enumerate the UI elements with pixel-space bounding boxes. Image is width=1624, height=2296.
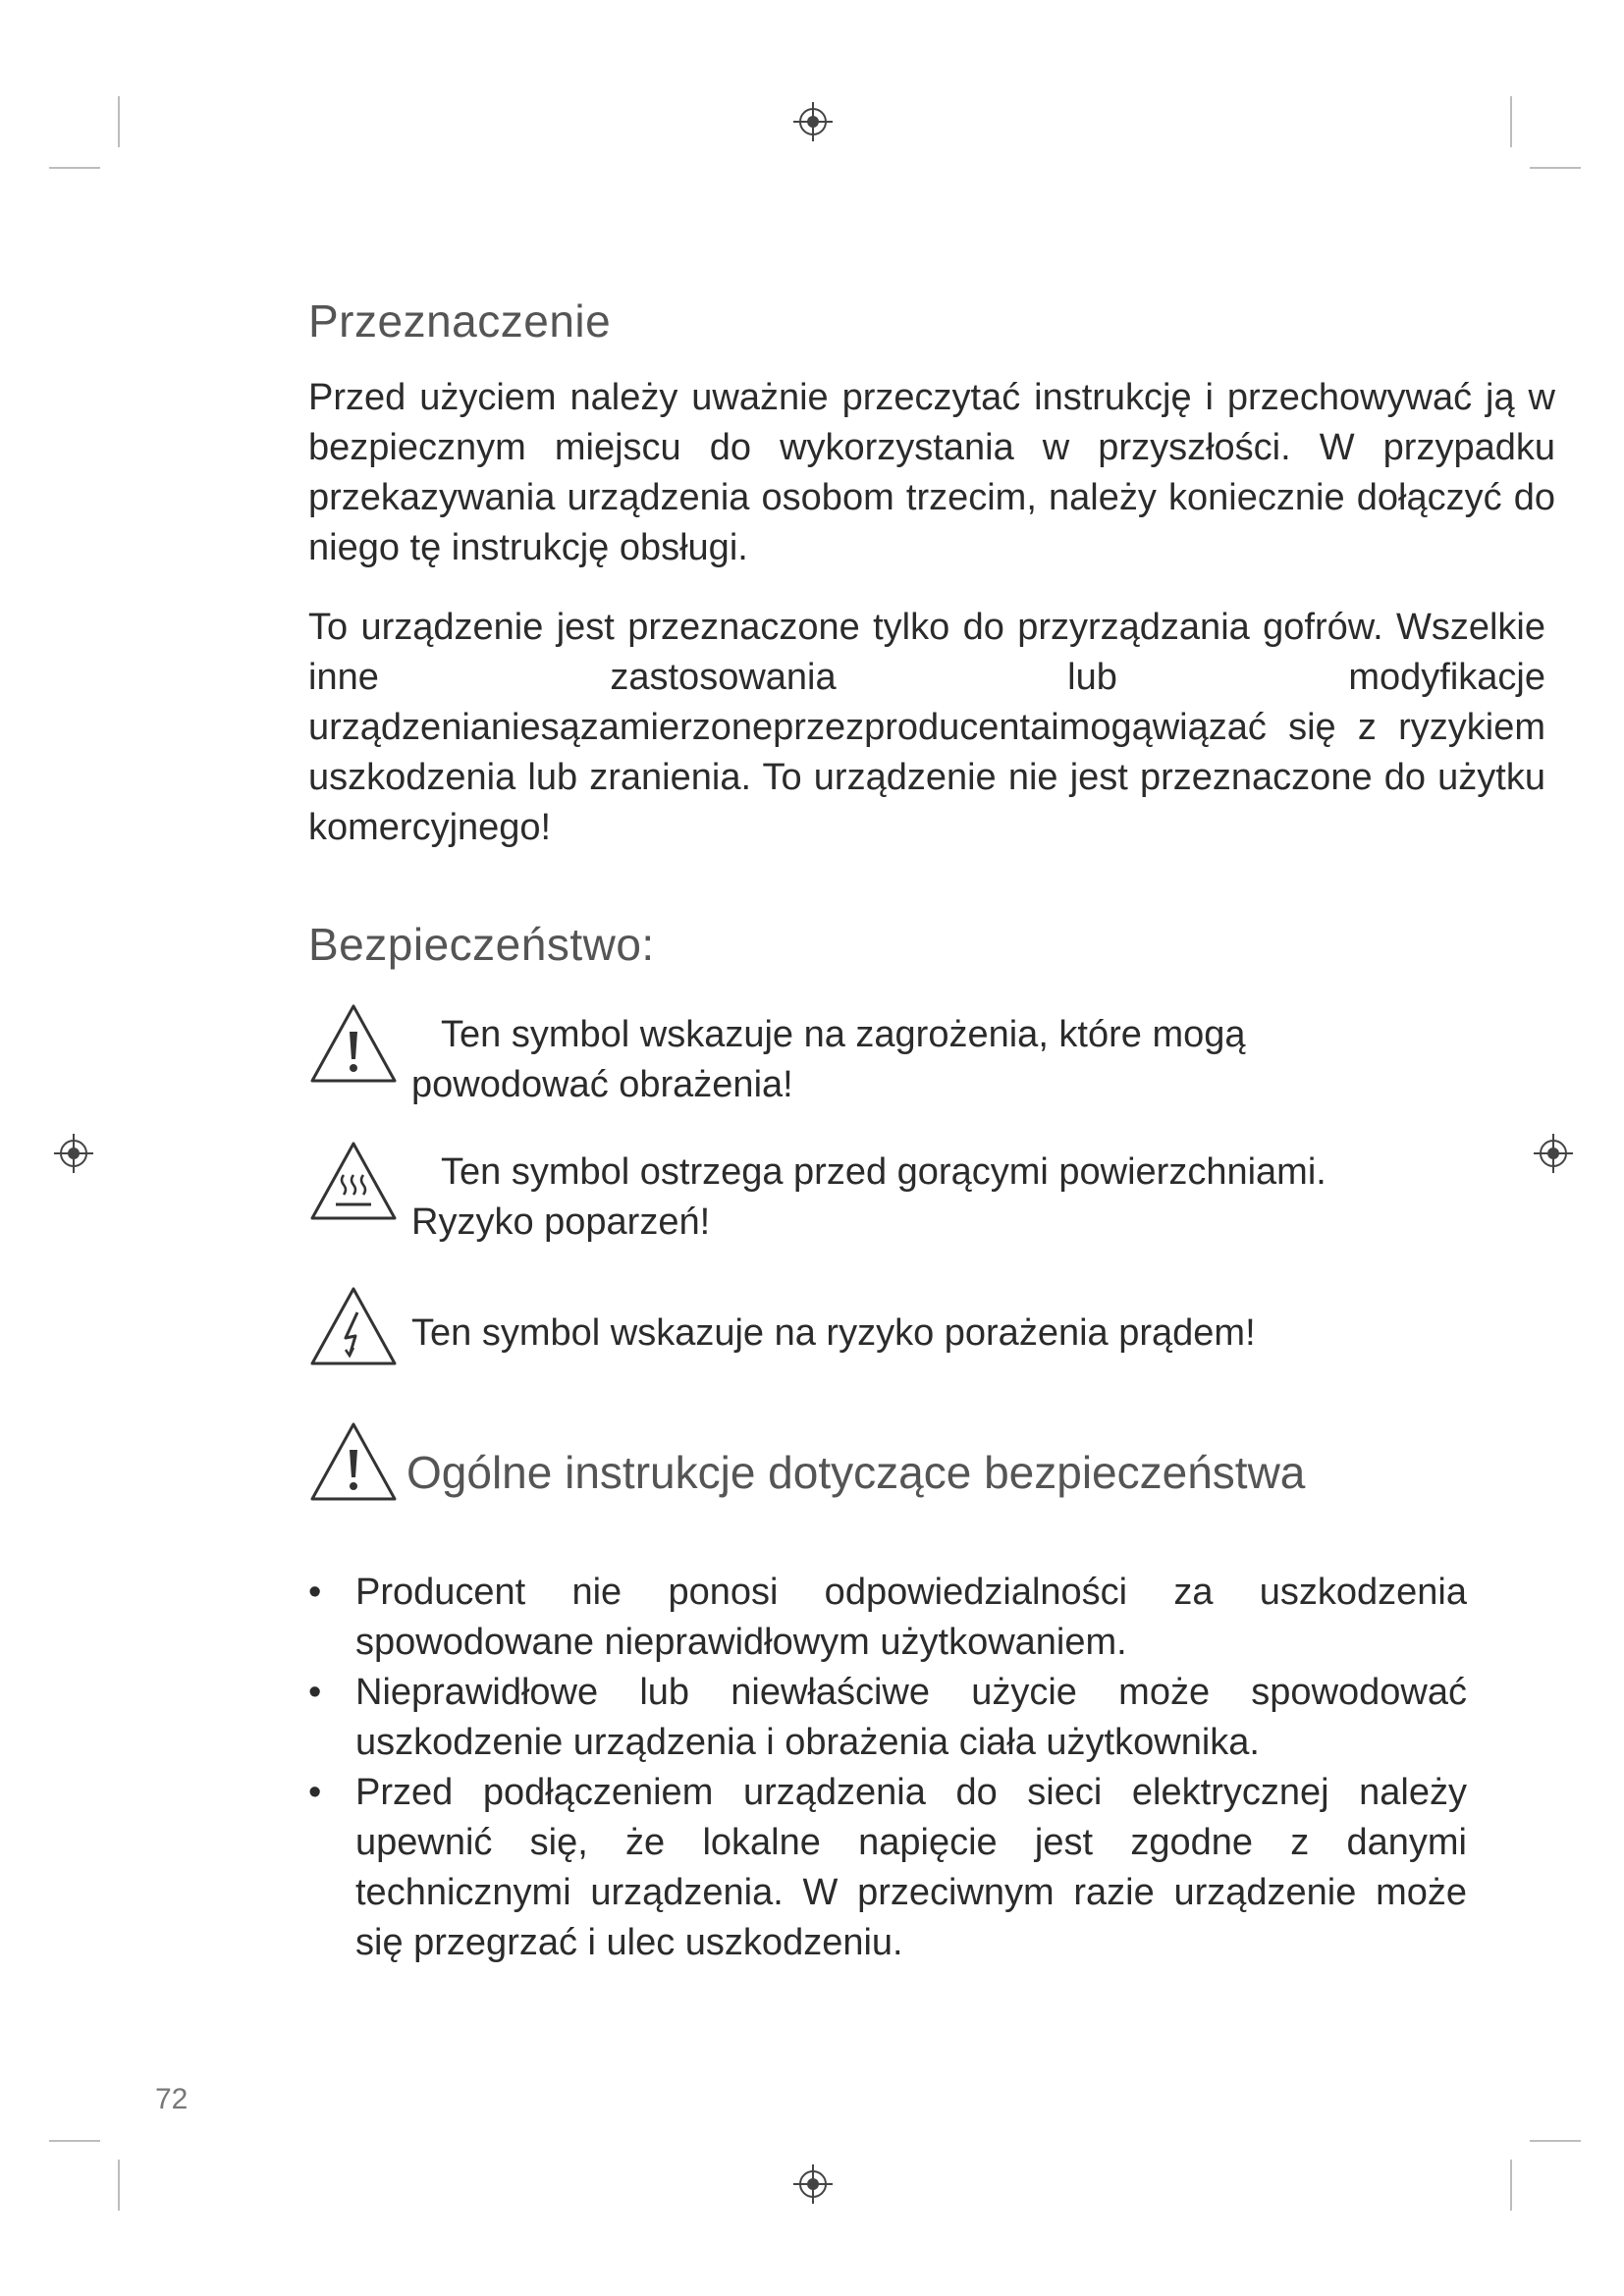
symbol-warning: [308, 1010, 1585, 1110]
symbol-hot-surface: [308, 1148, 1585, 1248]
crop-mark: [49, 2140, 100, 2142]
hot-surface-icon: [308, 1140, 399, 1222]
general-safety-list: [308, 1568, 1467, 1968]
page-number: 72: [155, 2083, 189, 2115]
crop-mark: [1510, 96, 1512, 147]
purpose-paragraph-2: To urządzenie jest przeznaczone tylko do przyrządzania gofrów. Wszelkie inne zastosowania lub modyfikacje urządzenianiesązamierzoneprzezproducentaimogąwiązać się z ryzykiem uszkodzenia lub zranienia. To urządzenie nie jest przeznaczone do użytku komercyjnego!: [308, 607, 1545, 848]
crop-mark: [118, 96, 120, 147]
registration-mark-icon: [793, 2164, 833, 2204]
crop-mark: [118, 2160, 120, 2211]
section-title-general: Ogólne instrukcje dotyczące bezpieczeństwa: [406, 1447, 1306, 1498]
list-item: • Nieprawidłowe lub niewłaściwe użycie może spowodować uszkodzenie urządzenia i obrażenia ciała użytkownika.: [308, 1668, 1467, 1768]
symbol-warning-text-2: powodować obrażenia!: [411, 1064, 793, 1105]
warning-exclamation-icon: [308, 1002, 399, 1085]
page-content: [308, 294, 1585, 1968]
section-title-safety: Bezpieczeństwo:: [308, 919, 655, 970]
general-safety-heading: [308, 1440, 1585, 1528]
warning-exclamation-icon: [308, 1420, 399, 1503]
purpose-paragraph-1: Przed użyciem należy uważnie przeczytać instrukcję i przechowywać ją w bezpiecznym miejscu do wykorzystania w przyszłości. W przypadku przekazywania urządzenia osobom trzecim, należy koniecznie dołączyć do niego tę instrukcję obsługi.: [308, 377, 1555, 568]
electric-shock-icon: [308, 1285, 399, 1367]
symbol-warning-text-1: Ten symbol wskazuje na zagrożenia, które mogą: [441, 1014, 1246, 1055]
symbol-hot-text-1: Ten symbol ostrzega przed gorącymi powierzchniami.: [441, 1151, 1326, 1193]
registration-mark-icon: [793, 102, 833, 141]
crop-mark: [49, 167, 100, 169]
symbol-hot-text-2: Ryzyko poparzeń!: [411, 1201, 711, 1243]
list-item: • Przed podłączeniem urządzenia do sieci elektrycznej należy upewnić się, że lokalne napięcie jest zgodne z danymi technicznymi urządzenia. W przeciwnym razie urządzenie może się przegrzać i ulec uszkodzeniu.: [308, 1768, 1467, 1968]
crop-mark: [1530, 167, 1581, 169]
symbol-electric-text: Ten symbol wskazuje na ryzyko porażenia prądem!: [411, 1312, 1256, 1354]
crop-mark: [1530, 2140, 1581, 2142]
registration-mark-icon: [54, 1134, 93, 1173]
symbol-electric: [308, 1285, 1585, 1383]
list-item: • Producent nie ponosi odpowiedzialności za uszkodzenia spowodowane nieprawidłowym użytkowaniem.: [308, 1568, 1467, 1668]
section-title-purpose: Przeznaczenie: [308, 295, 612, 347]
crop-mark: [1510, 2160, 1512, 2211]
